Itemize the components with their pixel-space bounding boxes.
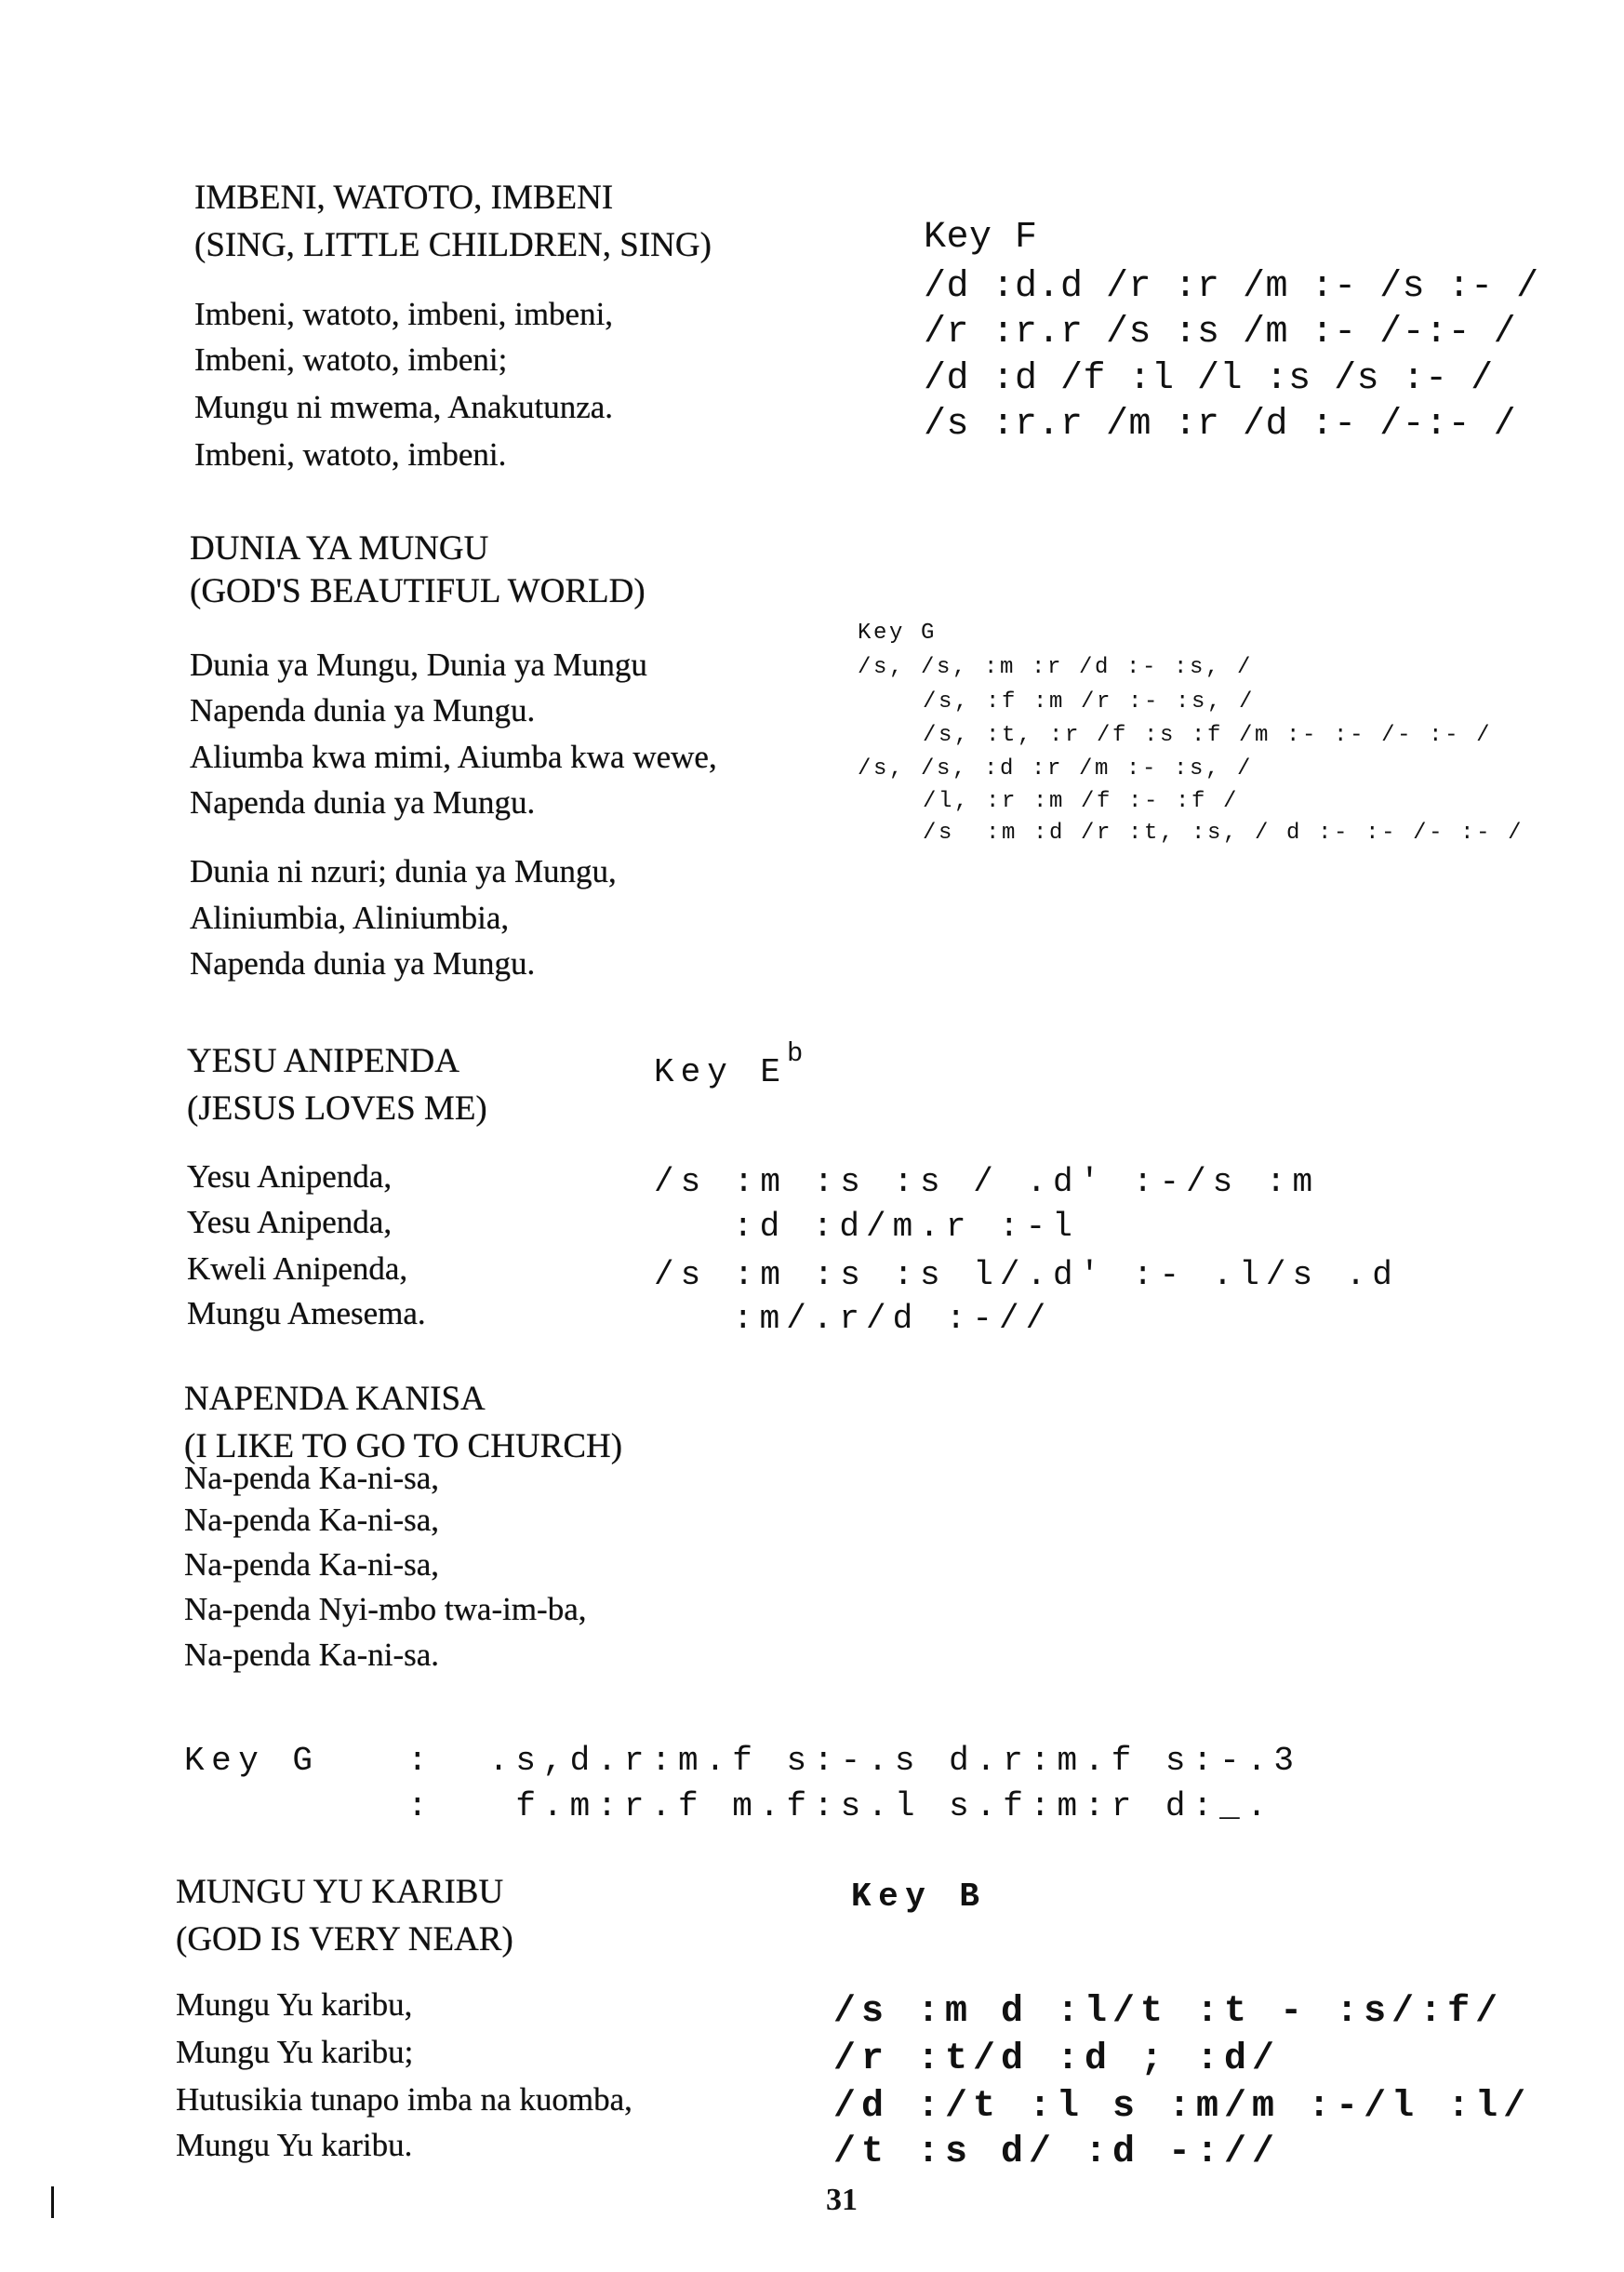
key-label: Key $E^b$ [654,1038,810,1091]
song-subtitle: (I LIKE TO GO TO CHURCH) [184,1427,623,1465]
notation-line: /r :r.r /s :s /m :- /-:- / [924,312,1517,354]
notation-line: /s :m :s :s / .d' :-/s :m [654,1163,1320,1201]
notation-line: /s :m d :l/t :t - :s/:f/ [833,1991,1504,2033]
notation-line: : .s,d.r:m.f s:-.s d.r:m.f s:-.3 [407,1742,1301,1780]
lyric-line: Imbeni, watoto, imbeni, imbeni, [194,296,614,332]
lyric-line: Yesu Anipenda, [187,1158,393,1195]
lyric-line: Mungu Yu karibu. [176,2127,413,2163]
lyric-line: Mungu Yu karibu; [176,2034,414,2070]
margin-mark [51,2186,54,2218]
notation-line: :d :d/m.r :-l [733,1208,1079,1246]
notation-line: : f.m:r.f m.f:s.l s.f:m:r d:_. [407,1787,1274,1825]
lyric-line: Aliumba kwa mimi, Aiumba kwa wewe, [190,739,717,775]
page-number: 31 [826,2183,858,2217]
lyric-line: Na-penda Ka-ni-sa. [184,1637,440,1673]
lyric-line: Imbeni, watoto, imbeni; [194,341,508,378]
lyric-line: Na-penda Nyi-mbo twa-im-ba, [184,1591,587,1627]
notation-line: /d :d.d /r :r /m :- /s :- / [924,266,1539,308]
lyric-line: Napenda dunia ya Mungu. [190,692,536,728]
lyric-line: Napenda dunia ya Mungu. [190,784,536,821]
lyric-line: Napenda dunia ya Mungu. [190,945,536,982]
song-subtitle: (GOD'S BEAUTIFUL WORLD) [190,572,646,610]
notation-line: /s, /s, :d :r /m :- :s, / [858,756,1254,782]
lyric-line: Aliniumbia, Aliniumbia, [190,900,510,936]
notation-line: /s, :f :m /r :- :s, / [923,689,1256,715]
flat-sign: b [787,1038,810,1070]
lyric-line: Mungu Amesema. [187,1295,426,1331]
notation-line: /r :t/d :d ; :d/ [833,2038,1281,2080]
song-subtitle: (JESUS LOVES ME) [187,1089,487,1128]
key-label: Key G [858,621,938,646]
lyric-line: Dunia ya Mungu, Dunia ya Mungu [190,647,647,683]
key-label: Key B [851,1878,987,1916]
song-title: YESU ANIPENDA [187,1042,459,1080]
key-label: Key F [924,217,1038,259]
song-subtitle: (GOD IS VERY NEAR) [176,1920,513,1958]
lyric-line: Kweli Anipenda, [187,1250,408,1287]
lyric-line: Hutusikia tunapo imba na kuomba, [176,2081,632,2118]
song-subtitle: (SING, LITTLE CHILDREN, SING) [194,226,712,264]
notation-line: /d :d /f :l /l :s /s :- / [924,358,1494,400]
song-title: DUNIA YA MUNGU [190,529,489,568]
lyric-line: Dunia ni nzuri; dunia ya Mungu, [190,853,617,889]
notation-line: /s :m :d /r :t, :s, / d :- :- /- :- / [923,821,1524,846]
lyric-line: Yesu Anipenda, [187,1204,393,1240]
lyric-line: Na-penda Ka-ni-sa, [184,1502,440,1538]
notation-line: /d :/t :l s :m/m :-/l :l/ [833,2086,1532,2128]
song-title: MUNGU YU KARIBU [176,1873,504,1911]
notation-line: :m/.r/d :-// [733,1300,1053,1338]
notation-line: /t :s d/ :d -:// [833,2132,1281,2173]
lyric-line: Mungu Yu karibu, [176,1986,413,2023]
lyric-line: Na-penda Ka-ni-sa, [184,1460,440,1496]
lyric-line: Mungu ni mwema, Anakutunza. [194,389,614,425]
lyric-line: Imbeni, watoto, imbeni. [194,436,507,473]
notation-line: /s :m :s :s l/.d' :- .l/s .d [654,1256,1399,1294]
key-label: Key G [184,1742,320,1780]
lyric-line: Na-penda Ka-ni-sa, [184,1546,440,1583]
notation-line: /l, :r :m /f :- :f / [923,789,1240,814]
notation-line: /s, :t, :r /f :s :f /m :- :- /- :- / [923,723,1493,748]
notation-line: /s, /s, :m :r /d :- :s, / [858,655,1254,680]
notation-line: /s :r.r /m :r /d :- /-:- / [924,404,1517,446]
song-title: IMBENI, WATOTO, IMBENI [194,179,614,217]
song-title: NAPENDA KANISA [184,1380,486,1418]
